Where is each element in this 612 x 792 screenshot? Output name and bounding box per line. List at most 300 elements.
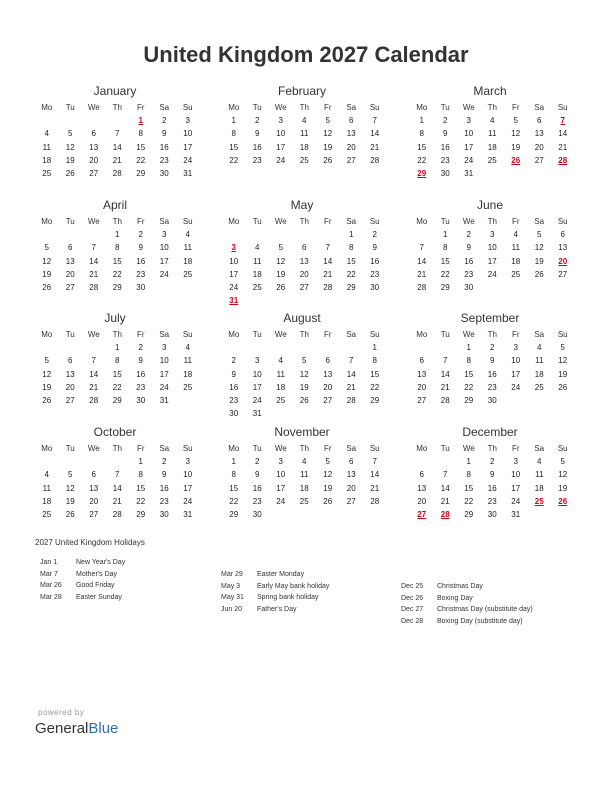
empty-cell	[59, 341, 83, 354]
day-cell: 27	[558, 269, 568, 279]
month-days-grid	[222, 215, 382, 307]
holiday-day-cell: 26	[511, 155, 521, 165]
day-cell: 7	[443, 470, 448, 480]
weekday-header: Mo	[416, 444, 428, 453]
holiday-name: New Year's Day	[76, 559, 126, 566]
holiday-day-cell: 29	[417, 168, 427, 178]
day-cell: 13	[89, 142, 99, 152]
day-cell: 17	[183, 483, 193, 493]
weekday-header: Tu	[440, 217, 450, 226]
day-cell: 3	[162, 230, 167, 240]
weekday-header: We	[87, 330, 100, 339]
empty-cell	[82, 114, 106, 127]
weekday-header: Tu	[252, 217, 262, 226]
day-cell: 7	[91, 356, 96, 366]
day-cell: 21	[417, 269, 427, 279]
day-cell: 9	[162, 129, 167, 139]
holiday-day-cell: 28	[558, 155, 568, 165]
day-cell: 26	[42, 282, 52, 292]
day-cell: 16	[487, 483, 497, 493]
month-november	[222, 424, 382, 521]
day-cell: 25	[534, 382, 544, 392]
day-cell: 12	[65, 483, 75, 493]
day-cell: 13	[299, 256, 309, 266]
day-cell: 6	[68, 243, 73, 253]
day-cell: 15	[112, 369, 122, 379]
day-cell: 4	[185, 230, 190, 240]
day-cell: 6	[349, 116, 354, 126]
day-cell: 25	[276, 395, 286, 405]
empty-cell	[434, 341, 458, 354]
day-cell: 24	[183, 155, 193, 165]
day-cell: 1	[443, 230, 448, 240]
day-cell: 31	[511, 509, 521, 519]
day-cell: 6	[419, 356, 424, 366]
day-cell: 28	[370, 155, 380, 165]
weekday-header: Tu	[65, 330, 75, 339]
empty-cell	[106, 114, 130, 127]
day-cell: 7	[372, 116, 377, 126]
day-cell: 20	[65, 269, 75, 279]
day-cell: 3	[185, 457, 190, 467]
day-cell: 8	[115, 356, 120, 366]
day-cell: 14	[89, 369, 99, 379]
day-cell: 3	[278, 457, 283, 467]
day-cell: 24	[487, 269, 497, 279]
day-cell: 22	[417, 155, 427, 165]
day-cell: 27	[323, 395, 333, 405]
day-cell: 29	[229, 509, 239, 519]
day-cell: 23	[464, 269, 474, 279]
holidays-title: 2027 United Kingdom Holidays	[35, 538, 145, 547]
day-cell: 5	[513, 116, 518, 126]
day-cell: 1	[231, 457, 236, 467]
holiday-name: Mother's Day	[76, 570, 118, 578]
day-cell: 5	[278, 243, 283, 253]
day-cell: 6	[560, 230, 565, 240]
day-cell: 19	[323, 483, 333, 493]
weekday-header: Th	[112, 330, 122, 339]
day-cell: 8	[138, 470, 143, 480]
page-title: United Kingdom 2027 Calendar	[143, 42, 469, 67]
day-cell: 14	[558, 129, 568, 139]
day-cell: 27	[89, 168, 99, 178]
day-cell: 6	[68, 356, 73, 366]
brand-name-general: General	[35, 720, 89, 737]
day-cell: 6	[325, 356, 330, 366]
day-cell: 26	[323, 155, 333, 165]
day-cell: 12	[323, 129, 333, 139]
holiday-date: Mar 28	[40, 593, 62, 601]
powered-by-label: powered by	[38, 708, 85, 717]
day-cell: 7	[115, 470, 120, 480]
day-cell: 22	[229, 496, 239, 506]
weekday-header: Tu	[65, 444, 75, 453]
day-cell: 24	[159, 382, 169, 392]
day-cell: 11	[183, 243, 192, 253]
holiday-date: Dec 28	[401, 617, 424, 625]
day-cell: 27	[346, 155, 356, 165]
day-cell: 31	[252, 409, 262, 419]
day-cell: 24	[276, 155, 286, 165]
day-cell: 20	[89, 496, 99, 506]
brand-logo[interactable]	[35, 720, 118, 737]
day-cell: 27	[534, 155, 544, 165]
month-name: July	[104, 311, 126, 325]
day-cell: 28	[89, 282, 99, 292]
weekday-header: Sa	[346, 330, 357, 339]
weekday-header: Tu	[440, 330, 450, 339]
day-cell: 7	[115, 129, 120, 139]
weekday-header: Sa	[534, 444, 545, 453]
day-cell: 22	[112, 382, 122, 392]
holiday-entry	[40, 580, 125, 592]
day-cell: 30	[464, 282, 474, 292]
day-cell: 3	[255, 356, 260, 366]
day-cell: 2	[490, 457, 495, 467]
day-cell: 14	[89, 256, 99, 266]
day-cell: 30	[370, 282, 380, 292]
day-cell: 3	[513, 457, 518, 467]
month-name: November	[274, 425, 330, 439]
day-cell: 19	[276, 269, 286, 279]
empty-cell	[82, 455, 106, 468]
day-cell: 22	[440, 269, 450, 279]
month-name: December	[462, 425, 518, 439]
day-cell: 12	[65, 142, 75, 152]
holiday-date: Mar 7	[40, 570, 58, 578]
weekday-header: Mo	[228, 103, 240, 112]
day-cell: 21	[112, 496, 122, 506]
day-cell: 23	[136, 382, 146, 392]
day-cell: 6	[419, 470, 424, 480]
weekday-header: Mo	[41, 444, 53, 453]
holiday-name: Easter Monday	[257, 571, 305, 578]
weekday-header: Tu	[65, 103, 75, 112]
day-cell: 5	[560, 343, 565, 353]
day-cell: 16	[370, 256, 380, 266]
holiday-entry	[401, 593, 533, 605]
weekday-header: Tu	[252, 330, 262, 339]
day-cell: 7	[443, 356, 448, 366]
weekday-header: Sa	[159, 330, 170, 339]
day-cell: 2	[162, 457, 167, 467]
day-cell: 8	[231, 470, 236, 480]
day-cell: 24	[183, 496, 193, 506]
day-cell: 9	[231, 369, 236, 379]
day-cell: 13	[65, 369, 75, 379]
day-cell: 10	[159, 243, 169, 253]
weekday-header: We	[462, 103, 475, 112]
day-cell: 11	[300, 129, 309, 139]
day-cell: 4	[255, 243, 260, 253]
day-cell: 26	[558, 382, 568, 392]
weekday-header: Mo	[41, 330, 53, 339]
day-cell: 10	[183, 470, 193, 480]
holiday-date: Dec 27	[401, 606, 424, 614]
day-cell: 4	[490, 116, 495, 126]
weekday-header: Su	[557, 444, 568, 453]
day-cell: 22	[464, 496, 474, 506]
weekday-header: Th	[299, 330, 309, 339]
day-cell: 5	[44, 243, 49, 253]
day-cell: 8	[466, 356, 471, 366]
day-cell: 16	[159, 483, 169, 493]
day-cell: 26	[65, 168, 75, 178]
day-cell: 21	[370, 142, 380, 152]
day-cell: 1	[466, 343, 471, 353]
day-cell: 13	[346, 129, 356, 139]
day-cell: 10	[183, 129, 193, 139]
day-cell: 24	[159, 269, 169, 279]
month-june	[410, 197, 570, 294]
day-cell: 29	[346, 282, 356, 292]
day-cell: 1	[231, 116, 236, 126]
empty-cell	[269, 228, 293, 241]
weekday-header: Su	[182, 103, 193, 112]
day-cell: 14	[440, 369, 450, 379]
day-cell: 23	[159, 496, 169, 506]
weekday-header: Mo	[416, 103, 428, 112]
day-cell: 19	[323, 142, 333, 152]
day-cell: 2	[231, 356, 236, 366]
day-cell: 3	[185, 116, 190, 126]
holiday-name: Christmas Day (substitute day)	[437, 606, 533, 614]
day-cell: 13	[417, 483, 427, 493]
day-cell: 28	[323, 282, 333, 292]
day-cell: 5	[44, 356, 49, 366]
day-cell: 2	[443, 116, 448, 126]
day-cell: 15	[112, 256, 122, 266]
day-cell: 5	[537, 230, 542, 240]
empty-cell	[82, 341, 106, 354]
day-cell: 28	[112, 509, 122, 519]
day-cell: 15	[229, 483, 239, 493]
day-cell: 2	[466, 230, 471, 240]
day-cell: 7	[372, 457, 377, 467]
day-cell: 30	[136, 395, 146, 405]
day-cell: 24	[511, 382, 521, 392]
month-april	[35, 197, 195, 294]
day-cell: 4	[537, 343, 542, 353]
day-cell: 10	[276, 129, 286, 139]
empty-cell	[246, 341, 270, 354]
weekday-header: Fr	[511, 444, 520, 453]
empty-cell	[35, 341, 59, 354]
day-cell: 12	[558, 356, 568, 366]
weekday-header: Mo	[228, 330, 240, 339]
weekday-header: We	[462, 330, 475, 339]
day-cell: 20	[323, 382, 333, 392]
day-cell: 17	[511, 483, 521, 493]
day-cell: 21	[112, 155, 122, 165]
day-cell: 13	[89, 483, 99, 493]
day-cell: 8	[349, 243, 354, 253]
day-cell: 9	[138, 243, 143, 253]
empty-cell	[340, 341, 364, 354]
day-cell: 17	[464, 142, 474, 152]
day-cell: 21	[370, 483, 380, 493]
day-cell: 18	[183, 256, 193, 266]
day-cell: 30	[159, 168, 169, 178]
day-cell: 4	[302, 457, 307, 467]
day-cell: 30	[487, 395, 497, 405]
day-cell: 31	[159, 395, 169, 405]
month-days-grid	[410, 328, 570, 407]
day-cell: 2	[138, 343, 143, 353]
month-days-grid	[222, 101, 382, 167]
day-cell: 15	[229, 142, 239, 152]
empty-cell	[410, 228, 434, 241]
weekday-header: Fr	[323, 330, 332, 339]
day-cell: 12	[511, 129, 521, 139]
holiday-entry	[401, 616, 533, 628]
day-cell: 28	[112, 168, 122, 178]
day-cell: 15	[136, 483, 146, 493]
day-cell: 29	[440, 282, 450, 292]
day-cell: 11	[42, 142, 51, 152]
month-september	[410, 310, 570, 407]
day-cell: 17	[252, 382, 262, 392]
day-cell: 6	[349, 457, 354, 467]
day-cell: 4	[302, 116, 307, 126]
day-cell: 10	[487, 243, 497, 253]
holiday-name: Early May bank holiday	[257, 582, 330, 590]
day-cell: 1	[138, 457, 143, 467]
holiday-day-cell: 20	[558, 256, 568, 266]
weekday-header: Fr	[136, 103, 145, 112]
day-cell: 9	[490, 356, 495, 366]
day-cell: 18	[534, 483, 544, 493]
day-cell: 18	[276, 382, 286, 392]
day-cell: 11	[300, 470, 309, 480]
day-cell: 5	[302, 356, 307, 366]
empty-cell	[293, 228, 317, 241]
day-cell: 29	[136, 509, 146, 519]
weekday-header: We	[274, 217, 287, 226]
weekday-header: Mo	[228, 444, 240, 453]
weekday-header: Th	[112, 217, 122, 226]
holiday-entry	[221, 592, 329, 604]
day-cell: 16	[440, 142, 450, 152]
weekday-header: Fr	[323, 444, 332, 453]
month-days-grid	[35, 442, 195, 521]
empty-cell	[35, 228, 59, 241]
day-cell: 30	[440, 168, 450, 178]
day-cell: 18	[487, 142, 497, 152]
weekday-header: Th	[112, 103, 122, 112]
day-cell: 8	[372, 356, 377, 366]
month-march	[410, 83, 570, 180]
day-cell: 19	[558, 483, 568, 493]
day-cell: 13	[346, 470, 356, 480]
holiday-column	[401, 581, 533, 627]
day-cell: 19	[42, 269, 52, 279]
day-cell: 11	[276, 369, 285, 379]
weekday-header: Su	[557, 330, 568, 339]
month-days-grid	[410, 215, 570, 294]
day-cell: 15	[464, 369, 474, 379]
month-october	[35, 424, 195, 521]
day-cell: 7	[349, 356, 354, 366]
weekday-header: Sa	[534, 103, 545, 112]
month-days-grid	[222, 442, 382, 521]
day-cell: 21	[89, 382, 99, 392]
day-cell: 15	[136, 142, 146, 152]
day-cell: 17	[276, 142, 286, 152]
weekday-header: Sa	[346, 444, 357, 453]
weekday-header: Th	[487, 217, 497, 226]
weekday-header: Th	[299, 103, 309, 112]
weekday-header: Mo	[228, 217, 240, 226]
day-cell: 25	[183, 269, 193, 279]
day-cell: 1	[115, 343, 120, 353]
weekday-header: Fr	[136, 330, 145, 339]
day-cell: 17	[487, 256, 497, 266]
weekday-header: We	[274, 103, 287, 112]
day-cell: 3	[513, 343, 518, 353]
empty-cell	[59, 455, 83, 468]
weekday-header: Sa	[346, 217, 357, 226]
day-cell: 18	[42, 496, 52, 506]
day-cell: 24	[229, 282, 239, 292]
day-cell: 21	[89, 269, 99, 279]
day-cell: 13	[323, 369, 333, 379]
holiday-day-cell: 7	[560, 116, 565, 126]
day-cell: 26	[276, 282, 286, 292]
day-cell: 25	[511, 269, 521, 279]
holiday-name: Boxing Day	[437, 594, 473, 602]
empty-cell	[59, 228, 83, 241]
holiday-date: May 3	[221, 582, 241, 590]
day-cell: 25	[252, 282, 262, 292]
day-cell: 19	[42, 382, 52, 392]
day-cell: 2	[490, 343, 495, 353]
day-cell: 19	[558, 369, 568, 379]
month-days-grid	[222, 328, 382, 420]
day-cell: 19	[65, 155, 75, 165]
month-days-grid	[35, 215, 195, 294]
month-name: September	[460, 311, 520, 325]
day-cell: 3	[278, 116, 283, 126]
weekday-header: Tu	[252, 103, 262, 112]
day-cell: 7	[325, 243, 330, 253]
day-cell: 29	[136, 168, 146, 178]
weekday-header: Tu	[65, 217, 75, 226]
month-name: March	[473, 84, 507, 98]
day-cell: 14	[323, 256, 333, 266]
day-cell: 9	[443, 129, 448, 139]
day-cell: 22	[464, 382, 474, 392]
weekday-header: We	[87, 444, 100, 453]
empty-cell	[269, 341, 293, 354]
day-cell: 11	[535, 356, 544, 366]
day-cell: 20	[89, 155, 99, 165]
weekday-header: Tu	[252, 444, 262, 453]
day-cell: 5	[325, 457, 330, 467]
day-cell: 29	[464, 509, 474, 519]
day-cell: 11	[535, 470, 544, 480]
day-cell: 17	[511, 369, 521, 379]
day-cell: 23	[252, 496, 262, 506]
day-cell: 17	[229, 269, 239, 279]
weekday-header: Th	[487, 330, 497, 339]
day-cell: 10	[511, 356, 521, 366]
day-cell: 25	[42, 168, 52, 178]
day-cell: 7	[419, 243, 424, 253]
holiday-date: Jan 1	[40, 559, 58, 566]
day-cell: 29	[464, 395, 474, 405]
